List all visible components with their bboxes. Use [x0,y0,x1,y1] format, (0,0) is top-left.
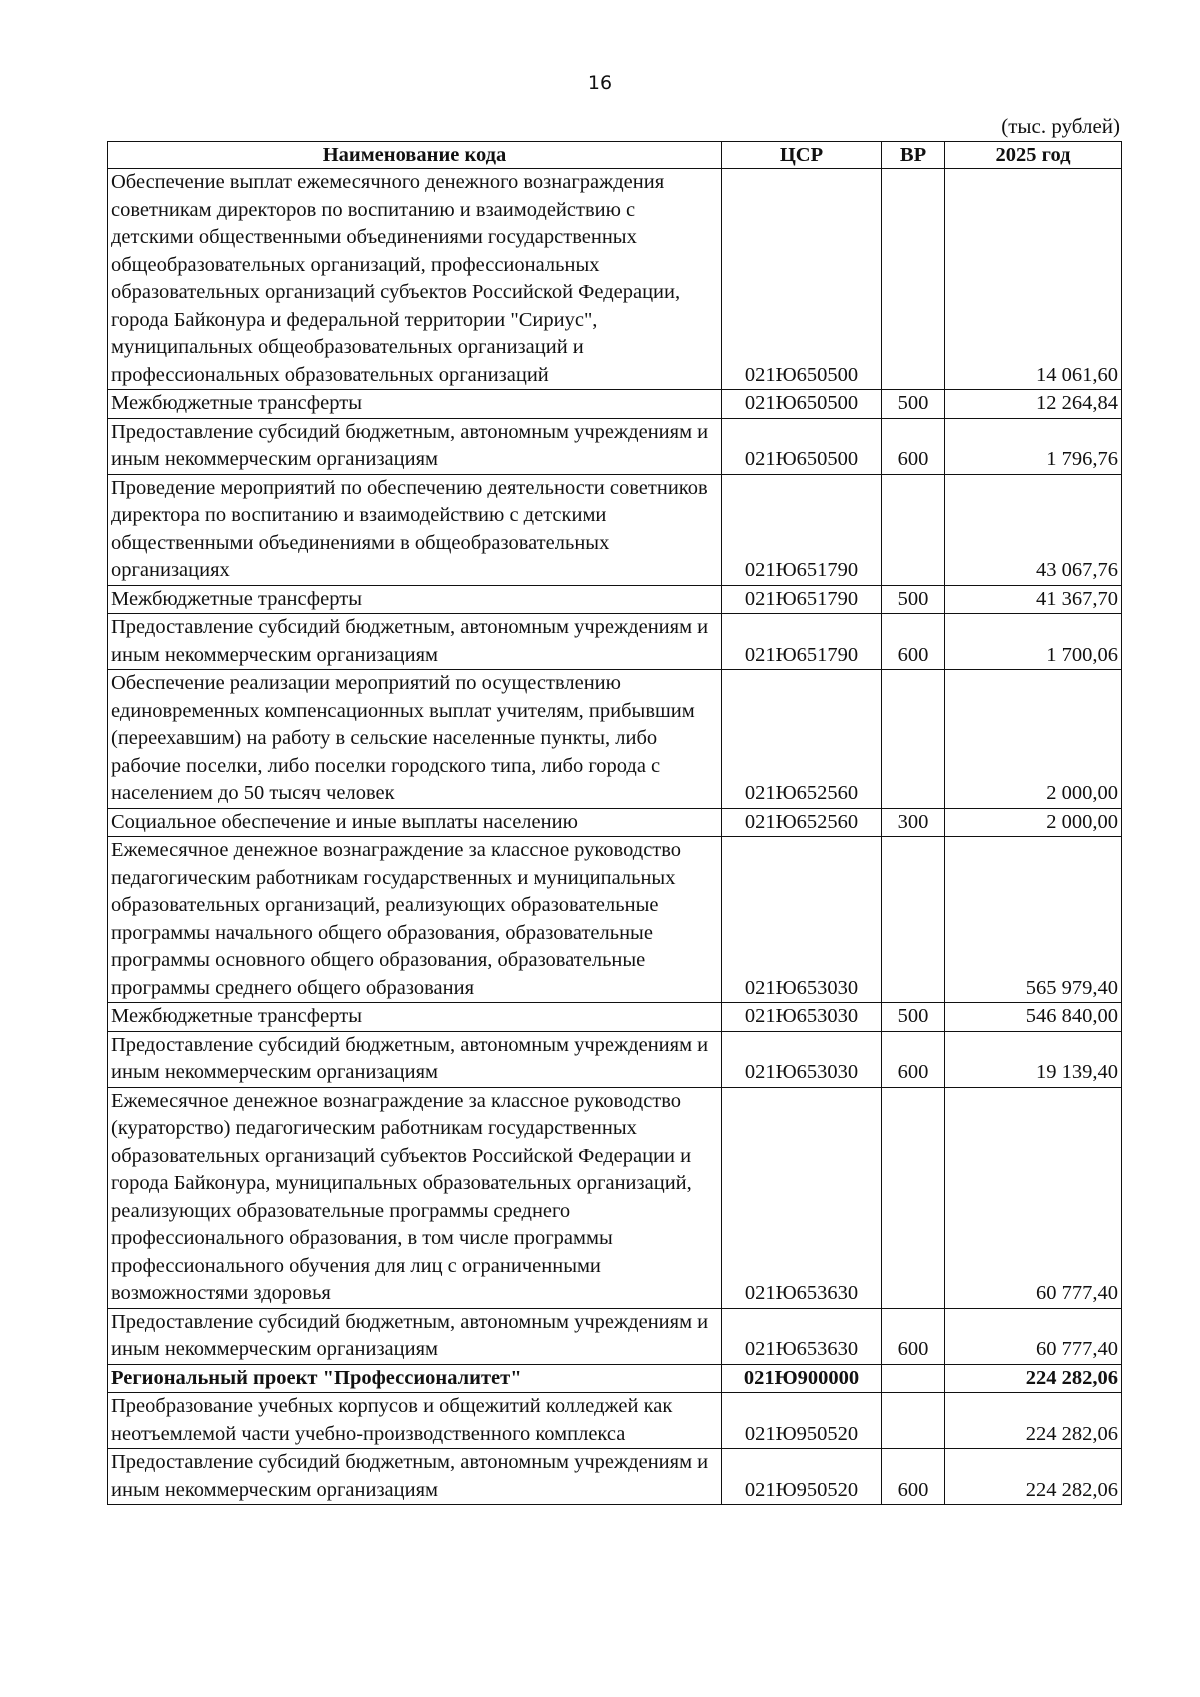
cell-csr: 021Ю950520 [722,1449,882,1505]
cell-sum: 2 000,00 [945,808,1122,837]
header-csr: ЦСР [722,142,882,169]
cell-sum: 1 700,06 [945,614,1122,670]
cell-csr: 021Ю950520 [722,1393,882,1449]
table-row [108,808,1122,837]
cell-sum: 43 067,76 [945,474,1122,585]
cell-vr: 300 [882,808,945,837]
cell-sum: 14 061,60 [945,169,1122,390]
cell-csr: 021Ю900000 [722,1364,882,1393]
cell-csr: 021Ю651790 [722,585,882,614]
cell-sum: 224 282,06 [945,1393,1122,1449]
units-label: (тыс. рублей) [1001,114,1120,138]
table-row [108,1449,1122,1505]
cell-vr: 600 [882,614,945,670]
cell-name: Межбюджетные трансферты [108,390,722,419]
cell-vr: 600 [882,1031,945,1087]
table-row [108,837,1122,1003]
table-row [108,390,1122,419]
page-number: 16 [587,72,613,94]
cell-vr [882,474,945,585]
table-row [108,1003,1122,1032]
cell-vr [882,169,945,390]
cell-csr: 021Ю650500 [722,390,882,419]
header-vr: ВР [882,142,945,169]
table-row [108,1087,1122,1308]
cell-vr [882,670,945,809]
cell-vr [882,1087,945,1308]
cell-vr [882,1393,945,1449]
cell-name: Преобразование учебных корпусов и общежитий колледжей как неотъемлемой части учебно-производственного комплекса [108,1393,722,1449]
table-row [108,614,1122,670]
table-header-row [108,142,1122,169]
cell-csr: 021Ю653030 [722,1003,882,1032]
cell-csr: 021Ю651790 [722,614,882,670]
table-row [108,169,1122,390]
table-row [108,1364,1122,1393]
table-row [108,670,1122,809]
cell-name: Ежемесячное денежное вознаграждение за классное руководство педагогическим работникам государственных и муниципальных образовательных организаций, реализующих образовательные программы начального общего образования, образовательные программы основного общего образования, образовательные программы среднего общего образования [108,837,722,1003]
cell-name: Предоставление субсидий бюджетным, автономным учреждениям и иным некоммерческим организациям [108,1449,722,1505]
cell-csr: 021Ю653030 [722,1031,882,1087]
cell-name: Обеспечение выплат ежемесячного денежного вознаграждения советникам директоров по воспитанию и взаимодействию с детскими общественными объединениями государственных общеобразовательных организаций, профессиональных образовательных организаций субъектов Российской Федерации, города Байконура и федеральной территории "Сириус", муниципальных общеобразовательных организаций и профессиональных образовательных организаций [108,169,722,390]
cell-vr: 600 [882,418,945,474]
cell-sum: 2 000,00 [945,670,1122,809]
cell-csr: 021Ю652560 [722,670,882,809]
header-name: Наименование кода [108,142,722,169]
cell-vr: 500 [882,390,945,419]
cell-name: Проведение мероприятий по обеспечению деятельности советников директора по воспитанию и взаимодействию с детскими общественными объединениями в общеобразовательных организациях [108,474,722,585]
cell-name: Обеспечение реализации мероприятий по осуществлению единовременных компенсационных выплат учителям, прибывшим (переехавшим) на работу в сельские населенные пункты, либо рабочие поселки, либо поселки городского типа, либо города с населением до 50 тысяч человек [108,670,722,809]
cell-sum: 224 282,06 [945,1449,1122,1505]
cell-name: Межбюджетные трансферты [108,585,722,614]
cell-name: Предоставление субсидий бюджетным, автономным учреждениям и иным некоммерческим организациям [108,1031,722,1087]
cell-sum: 565 979,40 [945,837,1122,1003]
cell-sum: 41 367,70 [945,585,1122,614]
cell-csr: 021Ю652560 [722,808,882,837]
cell-sum: 60 777,40 [945,1087,1122,1308]
table-row [108,585,1122,614]
cell-csr: 021Ю650500 [722,418,882,474]
cell-name: Ежемесячное денежное вознаграждение за классное руководство (кураторство) педагогическим работникам государственных образовательных организаций субъектов Российской Федерации и города Байконура, муниципальных образовательных организаций, реализующих образовательные программы среднего профессионального образования, в том числе программы профессионального обучения для лиц с ограниченными возможностями здоровья [108,1087,722,1308]
cell-csr: 021Ю653630 [722,1308,882,1364]
cell-sum: 1 796,76 [945,418,1122,474]
cell-name: Социальное обеспечение и иные выплаты населению [108,808,722,837]
cell-vr: 500 [882,585,945,614]
cell-sum: 224 282,06 [945,1364,1122,1393]
table-row [108,474,1122,585]
cell-name: Предоставление субсидий бюджетным, автономным учреждениям и иным некоммерческим организациям [108,1308,722,1364]
cell-vr [882,1364,945,1393]
cell-vr: 500 [882,1003,945,1032]
cell-name: Предоставление субсидий бюджетным, автономным учреждениям и иным некоммерческим организациям [108,418,722,474]
table-row [108,1308,1122,1364]
header-sum: 2025 год [945,142,1122,169]
table-row [108,1031,1122,1087]
cell-csr: 021Ю653630 [722,1087,882,1308]
cell-vr: 600 [882,1308,945,1364]
cell-name: Предоставление субсидий бюджетным, автономным учреждениям и иным некоммерческим организациям [108,614,722,670]
cell-sum: 19 139,40 [945,1031,1122,1087]
budget-table [107,141,1122,1505]
cell-vr [882,837,945,1003]
cell-name: Региональный проект "Профессионалитет" [108,1364,722,1393]
table-row [108,418,1122,474]
cell-csr: 021Ю650500 [722,169,882,390]
cell-vr: 600 [882,1449,945,1505]
cell-name: Межбюджетные трансферты [108,1003,722,1032]
cell-csr: 021Ю651790 [722,474,882,585]
cell-csr: 021Ю653030 [722,837,882,1003]
cell-sum: 546 840,00 [945,1003,1122,1032]
cell-sum: 12 264,84 [945,390,1122,419]
table-row [108,1393,1122,1449]
cell-sum: 60 777,40 [945,1308,1122,1364]
